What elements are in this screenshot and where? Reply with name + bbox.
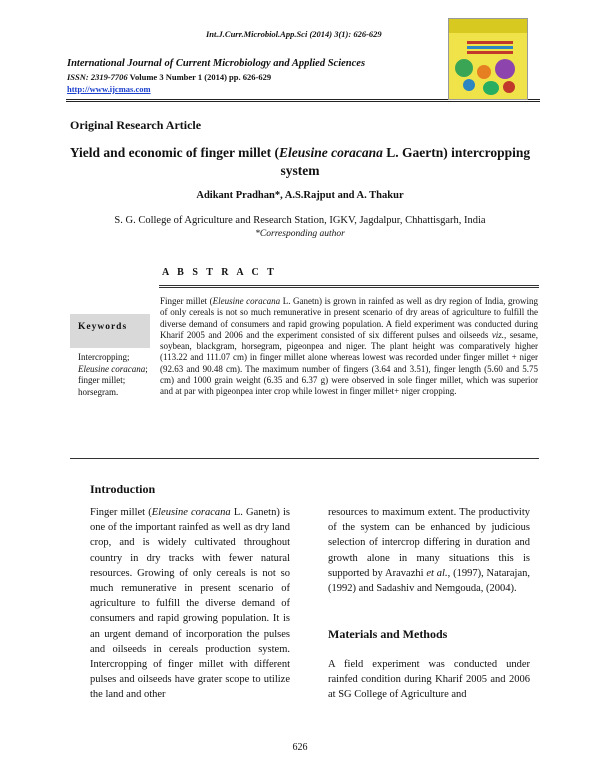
abstract-text: Finger millet (Eleusine coracana L. Ganetn) is grown in rainfed as well as dry region of India, growing of only cereals is not so much remunerative in present scenario of dry areas of agriculture to fulfill the diverse demand of consumers and rapid growing population. A field experiment was conducted during Kharif 2005 and 2006 and the experiment consisted of six different pulses and oilseeds viz., sesame, soybean, blackgram, horsegram, pigeonpea and niger. The plant height was comparatively higher (113.22 and 111.07 cm) in finger millet alone whereas lowest was recorded under finger millet + niger (92.63 and 90.48 cm). The maximum number of fingers (3.64 and 3.51), finger length (5.60 and 5.75 cm) and 1000 grain weight (6.35 and 6.37 g) were observed in sole finger millet, which was superior and at par with pigeonpea inter crop while lowest in finger millet+ niger cropping. <box>160 296 538 397</box>
journal-cover-logo <box>448 18 528 100</box>
methods-paragraph: A field experiment was conducted under rainfed condition during Kharif 2005 and 2006 at SG College of Agriculture and <box>328 659 530 701</box>
keyword: horsegram. <box>78 386 119 397</box>
page-number: 626 <box>292 742 308 753</box>
abstract-divider-bottom <box>70 458 539 459</box>
journal-url-link[interactable]: http://www.ijcmas.com <box>67 84 151 94</box>
keywords-heading: Keywords <box>78 322 128 332</box>
journal-name: International Journal of Current Microbiology and Applied Sciences <box>67 58 366 69</box>
volume-info: Volume 3 Number 1 (2014) pp. 626-629 <box>127 72 272 82</box>
abstract-heading: A B S T R A C T <box>162 267 277 278</box>
abstract-divider-top-secondary <box>159 287 539 288</box>
affiliation: S. G. College of Agriculture and Research Station, IGKV, Jagdalpur, Chhattisgarh, India <box>114 215 486 226</box>
issn-label: ISSN: 2319-7706 <box>67 72 128 82</box>
introduction-paragraph-continued: resources to maximum extent. The productivity of the system can be enhanced by judicious selection of intercrop differing in duration and growth alone in many situations this is supported by Aravazhi et al., (1997), Natarajan, (1992) and Sadashiv and Nemgouda, (2004). <box>328 507 530 595</box>
introduction-paragraph: Finger millet (Eleusine coracana L. Ganetn) is one of the important rainfed as well as dry land crop, and is widely cultivated throughout country in dry tracks with fewer natural resources. Growing of only cereals is not so much remunerative in present scenario of agriculture to fulfill the diverse demand of consumers and rapid growing population. It is an urgent demand of incorporation the pulses and oilseeds in cereals production system. Intercropping of finger millet with different pulses and oilseeds have grater scope to utilize the land and other <box>90 507 290 701</box>
author-list: Adikant Pradhan*, A.S.Rajput and A. Thakur <box>196 190 404 201</box>
article-type: Original Research Article <box>70 118 202 132</box>
keyword: finger millet; <box>78 375 126 385</box>
issn-line <box>67 72 271 82</box>
header-divider-secondary <box>66 101 540 102</box>
methods-heading: Materials and Methods <box>328 627 448 641</box>
abstract-divider-top <box>159 285 539 286</box>
article-title: Yield and economic of finger millet (Eleusine coracana L. Gaertn) intercropping system <box>69 145 531 178</box>
keywords-list: Intercropping; Eleusine coracana; finger millet; horsegram. <box>78 352 148 397</box>
keyword: Eleusine coracana <box>78 363 146 374</box>
corresponding-author-note: *Corresponding author <box>255 229 345 239</box>
introduction-heading: Introduction <box>90 482 156 496</box>
keyword: Intercropping; <box>78 352 130 362</box>
running-head: Int.J.Curr.Microbiol.App.Sci (2014) 3(1): 626-629 <box>206 29 382 39</box>
